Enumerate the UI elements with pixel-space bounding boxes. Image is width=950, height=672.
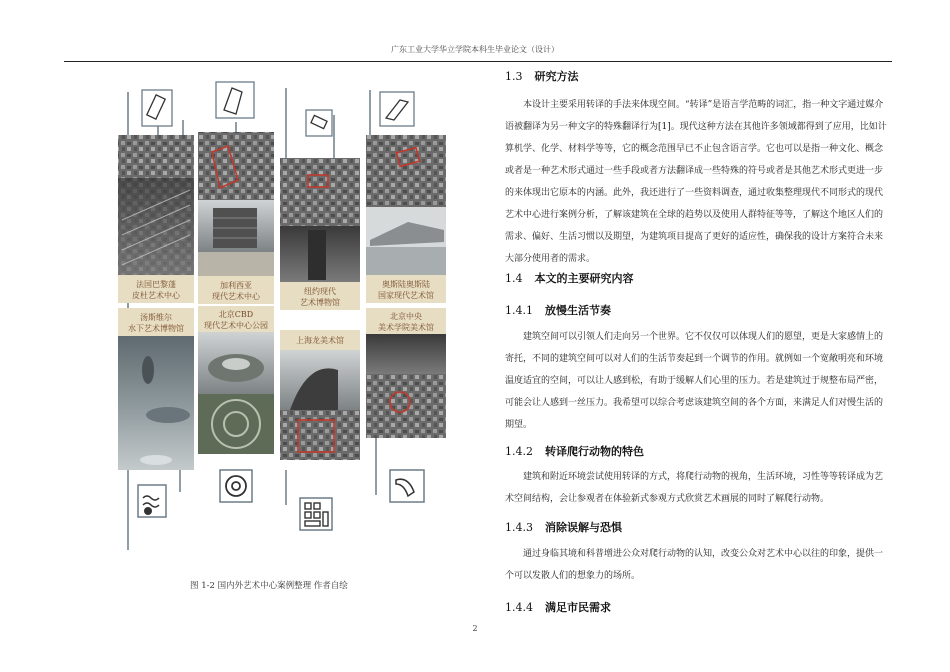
paragraph-1-3 <box>505 94 897 270</box>
para-line: 的来体现出它原本的内涵。此外，我还进行了一些资料调查，通过收集整理现代不同形式的现代 <box>505 188 884 198</box>
heading-1-4-2-num: 1.4.2 <box>505 445 533 458</box>
card-label-townsville-line2: 水下艺术博物馆 <box>128 324 184 333</box>
heading-1-4-3-num: 1.4.3 <box>505 521 533 534</box>
heading-1-4-2-title: 转译爬行动物的特色 <box>545 445 644 458</box>
running-header: 广东工业大学华立学院本科生毕业论文（设计） <box>391 45 559 54</box>
para-line: 艺术中心进行案例分析，了解该建筑在全球的趋势以及使用人群特征等等，了解这个地区人们的 <box>505 210 884 220</box>
curve-icon <box>390 470 424 502</box>
card-label-pompidou-line2: 皮杜艺术中心 <box>132 291 180 300</box>
case-study-board <box>108 80 458 560</box>
heading-1-4-1-num: 1.4.1 <box>505 304 533 317</box>
para-line: 个可以发散人们的想象力的场所。 <box>505 571 641 581</box>
heading-1-3 <box>505 68 897 84</box>
card-label-oslo-line2: 国家现代艺术馆 <box>378 291 434 300</box>
heading-1-4-3 <box>505 519 897 535</box>
moma-icon <box>306 110 332 136</box>
para-line: 本设计主要采用转译的手法来体现空间。“转译”是语言学范畴的词汇，指一种文字通过媒介 <box>523 100 884 110</box>
card-label-beijing-cbd-line2: 现代艺术中心公园 <box>204 321 268 330</box>
para-line: 通过身临其境和科普增进公众对爬行动物的认知，改变公众对艺术中心以往的印象，提供一 <box>523 549 884 559</box>
wave-icon <box>138 485 166 517</box>
card-label-moma-line2: 艺术博物馆 <box>300 298 340 307</box>
heading-1-4-4-num: 1.4.4 <box>505 601 533 614</box>
para-line: 或者是一种艺术形式通过一些手段或者方法翻译成一些特殊的符号或者是其他艺术形式更进一步 <box>505 166 884 176</box>
heading-1-4-num: 1.4 <box>505 272 523 285</box>
heading-1-4-1 <box>505 302 897 318</box>
paragraph-1-4-1 <box>505 326 897 436</box>
para-line: 大部分使用者的需求。 <box>505 254 596 264</box>
section-1-4 <box>505 270 897 286</box>
galicia-icon <box>216 82 254 118</box>
section-1-4-3 <box>505 519 897 535</box>
card-label-pompidou: 法国巴黎蓬 <box>136 280 176 289</box>
section-1-3 <box>505 68 897 84</box>
figure-caption: 图 1-2 国内外艺术中心案例整理 作者自绘 <box>190 581 348 591</box>
page-number: 2 <box>472 624 478 633</box>
pompidou-icon <box>142 90 172 126</box>
header-rule <box>64 61 892 62</box>
section-1-4-4 <box>505 599 897 615</box>
card-label-cafa: 北京中央 <box>390 312 422 321</box>
grid-icon <box>300 498 332 530</box>
card-label-moma: 纽约现代 <box>304 287 336 296</box>
section-1-4-1 <box>505 302 897 318</box>
para-line: 可能会让人感到一丝压力。我希望可以综合考虑该建筑空间的各个方面，来满足人们对慢生活的 <box>505 398 884 408</box>
card-label-cafa-line2: 美术学院美术馆 <box>378 323 434 332</box>
para-line: 语被翻译为另一种文字的特殊翻译行为[1]。现代这种方法在其他许多领域都得到了应用，比如计 <box>505 122 887 132</box>
ring-icon <box>220 470 252 502</box>
para-line: 温度适宜的空间，可以让人感到松，有助于缓解人们心里的压力。若是建筑过于规整布局严密， <box>505 376 884 386</box>
case-study-figure <box>108 80 458 560</box>
card-label-long-museum: 上海龙美术馆 <box>296 336 344 345</box>
heading-1-4-title: 本文的主要研究内容 <box>534 272 634 285</box>
heading-1-4-4-title: 满足市民需求 <box>545 601 611 614</box>
heading-1-4-4 <box>505 599 897 615</box>
paragraph-1-4-3 <box>505 543 897 587</box>
heading-1-3-title: 研究方法 <box>534 70 579 83</box>
card-label-beijing-cbd: 北京CBD <box>218 310 254 319</box>
card-label-townsville: 汤斯维尔 <box>140 313 172 322</box>
heading-1-4 <box>505 270 897 286</box>
para-line: 建筑和附近环境尝试使用转译的方式，将爬行动物的视角，生活环境，习性等等转译成为艺 <box>523 472 884 482</box>
paragraph-1-4-2 <box>505 466 897 510</box>
heading-1-3-num: 1.3 <box>505 70 523 83</box>
card-label-galicia: 加利西亚 <box>220 281 252 290</box>
heading-1-4-1-title: 放慢生活节奏 <box>545 304 611 317</box>
para-line: 期望。 <box>505 420 533 430</box>
oslo-icon <box>380 92 414 126</box>
section-1-4-2 <box>505 443 897 459</box>
card-label-galicia-line2: 现代艺术中心 <box>212 292 260 301</box>
para-line: 寄托，不同的建筑空间可以对人们的生活节奏起到一个调节的作用。就例如一个宽敞明亮和环境 <box>505 354 884 364</box>
card-label-oslo: 奥斯陆奥斯陆 <box>382 280 430 289</box>
para-line: 建筑空间可以引领人们走向另一个世界。它不仅仅可以体现人们的愿望，更是大家感情上的 <box>523 332 884 342</box>
heading-1-4-3-title: 消除误解与恐惧 <box>545 521 622 534</box>
para-line: 需求、偏好、生活习惯以及期望，为建筑项目提高了更好的适应性，确保我的设计方案符合未来 <box>505 232 884 242</box>
heading-1-4-2 <box>505 443 897 459</box>
para-line: 算机学、化学、材料学等等，它的概念范围早已不止包含语言学。它也可以是指一种文化、概念 <box>505 144 884 154</box>
para-line: 术空间结构，会让参观者在体验新式参观方式欣赏艺术画展的同时了解爬行动物。 <box>505 494 830 504</box>
